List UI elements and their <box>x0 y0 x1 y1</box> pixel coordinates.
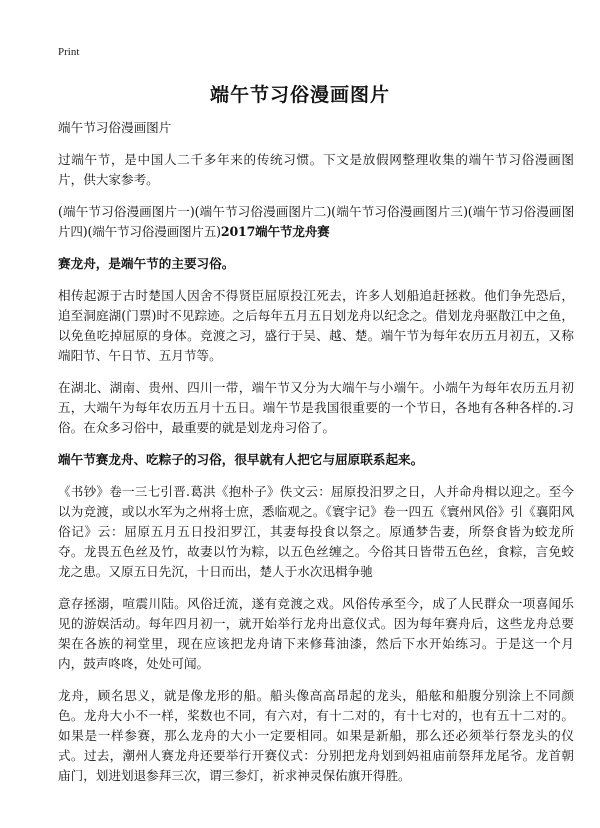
paragraph-regions: 在湖北、湖南、贵州、四川一带，端午节又分为大端午与小端午。小端午为每年农历五月初五，大端午为每年农历五月十五日。端午节是我国很重要的一个节日，各地有各种各样的.习俗。在众多习俗中，最重要的就是划龙舟习俗了。 <box>58 380 574 435</box>
intro-paragraph: 过端午节，是中国人二千多年来的传统习惯。下文是放假网整理收集的端午节习俗漫画图片，供大家参考。 <box>58 152 574 187</box>
section-heading-quyuan: 端午节赛龙舟、吃粽子的习俗，很早就有人把它与屈原联系起来。 <box>58 452 424 467</box>
print-label[interactable]: Print <box>58 46 80 58</box>
image-links[interactable]: (端午节习俗漫画图片一)(端午节习俗漫画图片二)(端午节习俗漫画图片三)(端午节习俗漫画图片四)(端午节习俗漫画图片五) <box>58 204 574 239</box>
article-body <box>58 118 574 798</box>
section-heading-dragon-boat: 赛龙舟，是端午节的主要习俗。 <box>58 256 235 271</box>
image-links-paragraph <box>58 202 574 242</box>
paragraph-customs: 意存拯溺，喧震川陆。风俗迁流，遂有竞渡之戏。风俗传承至今，成了人民群众一项喜闻乐见的游娱活动。每年四月初一，就开始举行龙舟出意仪式。因为每年赛舟后，这些龙舟总要架在各族的祠堂里，现在应该把龙舟请下来修葺油漆，然后下水开始练习。于是这一个月内，鼓声咚咚，处处可闻。 <box>58 596 574 671</box>
paragraph-origin: 相传起源于古时楚国人因舍不得贤臣屈原投江死去，许多人划船追赶拯救。他们争先恐后，追至洞庭湖(门票)时不见踪迹。之后每年五月五日划龙舟以纪念之。借划龙舟驱散江中之鱼，以免鱼吃掉屈原的身体。竞渡之习，盛行于吴、越、楚。端午节为每年农历五月初五，又称端阳节、午日节、五月节等。 <box>58 288 574 363</box>
paragraph-records: 《书钞》卷一三七引晋.葛洪《抱朴子》佚文云：屈原投汨罗之日，人并命舟楫以迎之。至今以为竞渡，或以水军为之州将士庶，悉临观之。《寰宇记》卷一四五《寰州风俗》引《襄阳风俗记》云：屈原五月五日投汨罗江，其妻每投食以祭之。原通梦告妻，所祭食皆为蛟龙所夺。龙畏五色丝及竹，故妻以竹为粽，以五色丝缠之。今俗其日皆带五色丝，食粽，言免蛟龙之患。又原五日先沉，十日而出，楚人于水次迅楫争驰 <box>58 484 574 579</box>
dragon-boat-race-link[interactable]: 2017端午节龙舟赛 <box>220 224 330 239</box>
page-title: 端午节习俗漫画图片 <box>209 84 390 106</box>
article-subtitle: 端午节习俗漫画图片 <box>58 120 172 135</box>
paragraph-dragon-boat: 龙舟，顾名思义，就是像龙形的船。船头像高高昂起的龙头，船舷和船腹分别涂上不同颜色。龙舟大小不一样，桨数也不同，有六对，有十二对的，有十七对的，也有五十二对的。如果是一样参赛，那么龙舟的大小一定要相同。如果是新船，那么还必须举行祭龙头的仪式。过去，潮州人赛龙舟还要举行开赛仪式：分别把龙舟划到妈祖庙前祭拜龙尾爷。龙首朝庙门，划进划退参拜三次，谓三参灯，祈求神灵保佑旗开得胜。 <box>58 688 574 783</box>
